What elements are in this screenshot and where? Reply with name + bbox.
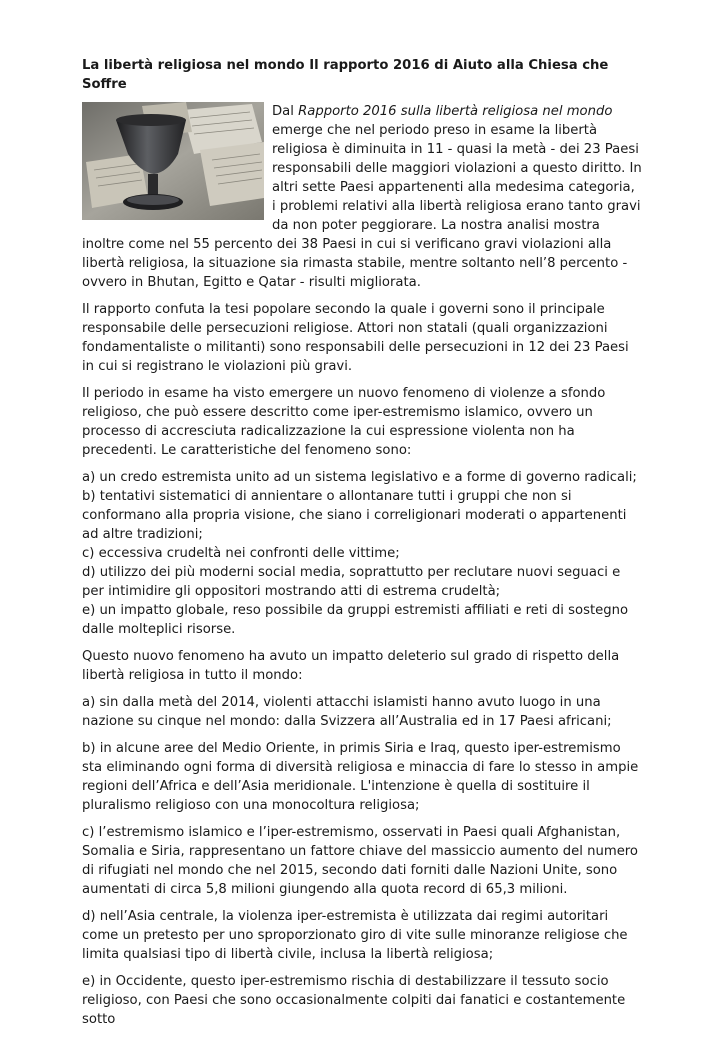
list-item: c) l’estremismo islamico e l’iper-estremismo, osservati in Paesi quali Afghanistan, Somalia e Siria, rappresentano un fattore chiave del massiccio aumento del numero di rifugiati nel mondo che nel 2015, secondo dati forniti dalle Nazioni Unite, sono aumentati di circa 5,8 milioni giungendo alla quota record di 65,3 milioni. [82, 825, 639, 897]
list-item: e) in Occidente, questo iper-estremismo rischia di destabilizzare il tessuto socio religioso, con Paesi che sono occasionalmente colpiti dai fanatici e costantemente sotto [82, 974, 626, 1027]
chalice-on-papers-image [82, 102, 264, 220]
document-page [82, 56, 642, 1037]
article-title: La libertà religiosa nel mondo Il rapporto 2016 di Aiuto alla Chiesa che Soffre [82, 58, 609, 92]
features-list [82, 468, 642, 639]
paragraph: Questo nuovo fenomeno ha avuto un impatto deleterio sul grado di rispetto della libertà religiosa in tutto il mondo: [82, 649, 620, 683]
list-item: e) un impatto globale, reso possibile da gruppi estremisti affiliati e reti di sostegno dalle molteplici risorse. [82, 603, 629, 637]
article-photo [82, 102, 264, 220]
list-item: d) utilizzo dei più moderni social media, soprattutto per reclutare nuovi seguaci e per intimidire gli oppositori mostrando atti di estrema crudeltà; [82, 565, 621, 599]
list-item: b) in alcune aree del Medio Oriente, in primis Siria e Iraq, questo iper-estremismo sta eliminando ogni forma di diversità religiosa e minaccia di fare lo stesso in ampie regioni dell’Africa e dell’Asia meridionale. L'intenzione è quella di sostituire il pluralismo religioso con una monocoltura religiosa; [82, 741, 639, 813]
list-item: a) sin dalla metà del 2014, violenti attacchi islamisti hanno avuto luogo in una nazione su cinque nel mondo: dalla Svizzera all’Australia ed in 17 Paesi africani; [82, 695, 612, 729]
list-item: b) tentativi sistematici di annientare o allontanare tutti i gruppi che non si conformano alla propria visione, che siano i correligionari moderati o appartenenti ad altre tradizioni; [82, 489, 627, 542]
list-item: d) nell’Asia centrale, la violenza iper-estremista è utilizzata dai regimi autoritari come un pretesto per uno sproporzionato giro di vite sulle minoranze religiose che limita qualsiasi tipo di libertà civile, inclusa la libertà religiosa; [82, 909, 628, 962]
report-title-italic: Rapporto 2016 sulla libertà religiosa nel mondo [298, 104, 613, 119]
paragraph: Il periodo in esame ha visto emergere un nuovo fenomeno di violenze a sfondo religioso, che può essere descritto come iper-estremismo islamico, ovvero un processo di accresciuta radicalizzazione la cui espressione violenta non ha precedenti. Le caratteristiche del fenomeno sono: [82, 386, 606, 458]
paragraph: Il rapporto confuta la tesi popolare secondo la quale i governi sono il principale responsabile delle persecuzioni religiose. Attori non statali (quali organizzazioni fondamentaliste o militanti) sono responsabili delle persecuzioni in 12 dei 23 Paesi in cui si registrano le violazioni più gravi. [82, 302, 629, 374]
list-item: c) eccessiva crudeltà nei confronti delle vittime; [82, 546, 400, 561]
list-item: a) un credo estremista unito ad un sistema legislativo e a forme di governo radicali; [82, 470, 637, 485]
intro-paragraph: Dal Rapporto 2016 sulla libertà religiosa nel mondo emerge che nel periodo preso in esame la libertà religiosa è diminuita in 11 - quasi la metà - dei 23 Paesi responsabili delle maggiori violazioni a questo diritto. In altri sette Paesi appartenenti alla medesima categoria, i problemi relativi alla libertà religiosa erano tanto gravi da non poter peggiorare. La nostra analisi mostra inoltre come nel 55 percento dei 38 Paesi in cui si verificano gravi violazioni alla libertà religiosa, la situazione sia rimasta stabile, mentre soltanto nell’8 percento - ovvero in Bhutan, Egitto e Qatar - risulti migliorata. [82, 104, 642, 290]
